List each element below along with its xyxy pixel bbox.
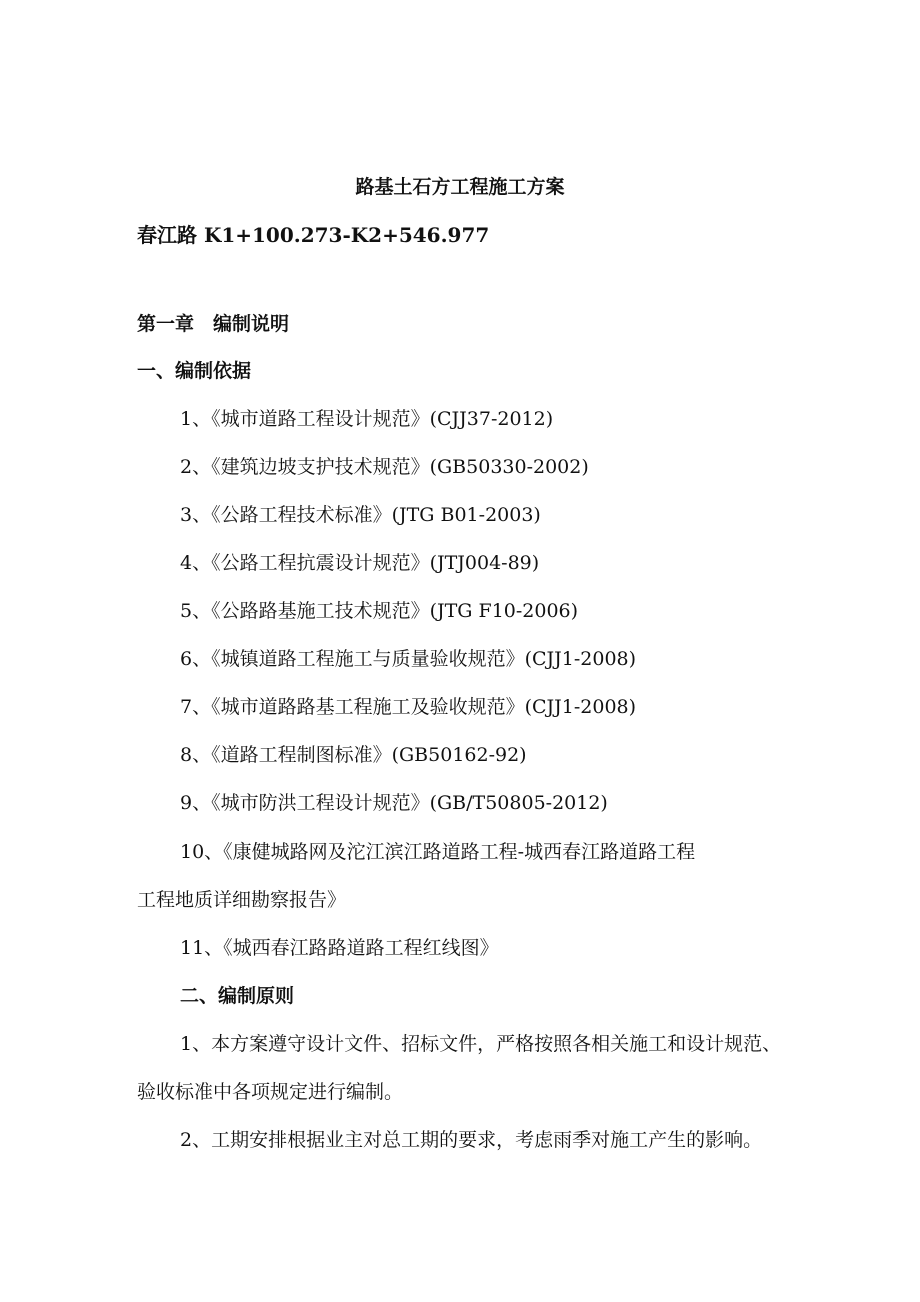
section-heading-basis: 一、编制依据: [137, 360, 252, 382]
reference-item: 10、《康健城路网及沱江滨江路道路工程-城西春江路道路工程: [180, 841, 696, 863]
reference-item: 4、《公路工程抗震设计规范》(JTJ004-89): [180, 552, 540, 574]
reference-item: 11、《城西春江路路道路工程红线图》: [180, 937, 499, 959]
reference-item: 8、《道路工程制图标准》(GB50162-92): [180, 744, 527, 766]
reference-item: 9、《城市防洪工程设计规范》(GB/T50805-2012): [180, 792, 608, 814]
chapter-heading: 第一章 编制说明: [137, 313, 290, 335]
reference-item: 2、《建筑边坡支护技术规范》(GB50330-2002): [180, 456, 589, 478]
reference-item: 7、《城市道路路基工程施工及验收规范》(CJJ1-2008): [180, 696, 637, 718]
principle-item-continuation: 验收标准中各项规定进行编制。: [137, 1081, 404, 1103]
reference-item-continuation: 工程地质详细勘察报告》: [137, 889, 347, 911]
principle-item: 1、本方案遵守设计文件、招标文件，严格按照各相关施工和设计规范、: [180, 1033, 782, 1055]
document-title: 路基土石方工程施工方案: [355, 176, 565, 198]
reference-item: 5、《公路路基施工技术规范》(JTG F10-2006): [180, 600, 579, 622]
reference-item: 1、《城市道路工程设计规范》(CJJ37-2012): [180, 408, 554, 430]
principle-item: 2、工期安排根据业主对总工期的要求，考虑雨季对施工产生的影响。: [180, 1129, 763, 1151]
reference-item: 6、《城镇道路工程施工与质量验收规范》(CJJ1-2008): [180, 648, 637, 670]
reference-item: 3、《公路工程技术标准》(JTG B01-2003): [180, 504, 541, 526]
section-heading-principles: 二、编制原则: [180, 985, 295, 1007]
document-subtitle: 春江路 K1+100.273-K2+546.977: [137, 223, 490, 247]
